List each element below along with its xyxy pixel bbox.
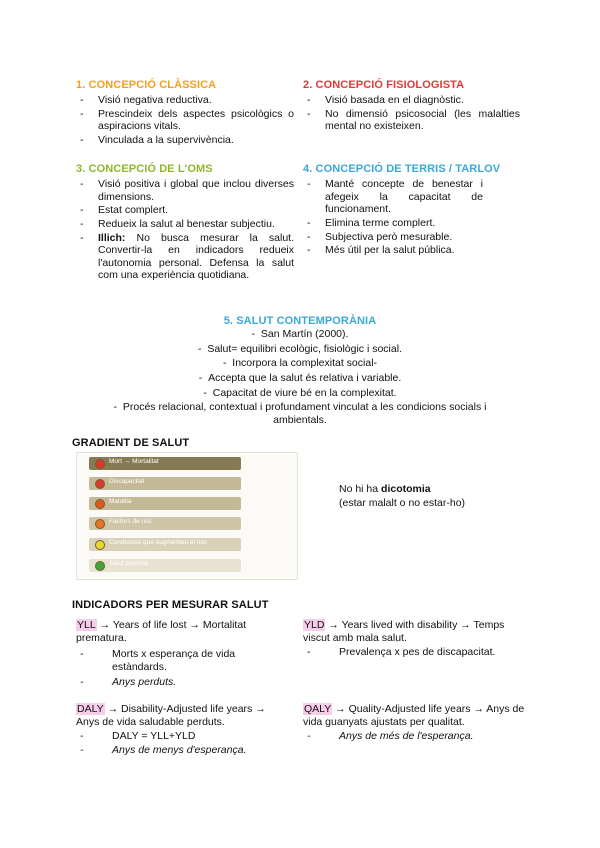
orange-dot-icon — [95, 499, 105, 509]
bullet-list — [76, 94, 294, 146]
indicator-definition: YLD → Years lived with disability → Temps viscut amb mala salut. — [303, 619, 505, 644]
list-item: - Més útil per la salut pública. — [303, 244, 483, 257]
list-item: - Elimina terme complert. — [303, 217, 483, 230]
list-item: - Morts x esperança de vida estàndards. — [76, 648, 288, 673]
bullet-list — [303, 730, 525, 743]
abbr-badge: YLL — [77, 619, 96, 631]
section-title: 3. CONCEPCIÓ DE L'OMS — [76, 163, 213, 175]
bullet-list — [303, 646, 523, 659]
section-concepcio-classica — [76, 79, 294, 148]
bullet-list — [76, 730, 288, 756]
list-item: - Estat complert. — [76, 204, 294, 217]
gradient-bar-factors-risc: Factors de risc — [89, 517, 241, 530]
list-item: - Prevalença x pes de discapacitat. — [303, 646, 523, 659]
dicotomia-line: No hi ha dicotomia — [339, 483, 431, 495]
list-item: - Incorpora la complexitat social- — [222, 357, 378, 370]
indicators-title: INDICADORS PER MESURAR SALUT — [72, 599, 269, 611]
green-dot-icon — [95, 561, 105, 571]
list-item: - Capacitat de viure bé en la complexitat. — [203, 386, 397, 399]
section-title: 2. CONCEPCIÓ FISIOLOGISTA — [303, 79, 465, 91]
list-item — [76, 232, 294, 282]
list-item: - Manté concepte de benestar i afegeix la capacitat de funcionament. — [303, 178, 483, 216]
list-item: - Visió basada en el diagnòstic. — [303, 94, 520, 107]
section-concepcio-terris-tarlov — [303, 163, 501, 258]
bullet-list — [303, 94, 520, 133]
bullet-list — [76, 648, 288, 689]
illich-text: No busca mesurar la salut. Convertir-la en indicadors redueix l'autonomia personal. Defensa la salut com una experiència quotidiana. — [98, 231, 294, 282]
list-item: - Visió positiva i global que inclou diverses dimensions. — [76, 178, 294, 203]
list-item: - Salut= equilibri ecològic, fisiològic i social. — [198, 342, 402, 355]
list-item: - Prescindeix dels aspectes psicològics o aspiracions vitals. — [76, 108, 294, 133]
list-item: - Accepta que la salut és relativa i variable. — [198, 371, 402, 384]
bullet-list — [76, 178, 294, 282]
list-item: - Procés relacional, contextual i profundament vinculat a les condicions socials i ambientals. — [113, 401, 487, 426]
indicator-definition: DALY → Disability-Adjusted life years → Anys de vida saludable perduts. — [76, 703, 266, 728]
gradient-bar-condicions: Condicions que augmenten el risc — [89, 538, 241, 551]
section-title: 4. CONCEPCIÓ DE TERRIS / TARLOV — [303, 163, 501, 175]
yellow-dot-icon — [95, 540, 105, 550]
list-item: - DALY = YLL+YLD — [76, 730, 288, 743]
section-title: 5. SALUT CONTEMPORÀNIA — [223, 315, 377, 327]
list-item: - Anys de menys d'esperança. — [76, 744, 288, 757]
indicator-yld — [303, 619, 523, 660]
list-item: - Anys perduts. — [76, 676, 288, 689]
dicotomia-word: dicotomia — [381, 483, 431, 495]
list-item: - Subjectiva però mesurable. — [303, 231, 483, 244]
abbr-badge: DALY — [77, 703, 104, 715]
list-item: - Visió negativa reductiva. — [76, 94, 294, 107]
abbr-badge: YLD — [304, 619, 325, 631]
gradient-bar-mort: Mort → Mortalitat — [89, 457, 241, 470]
indicator-definition: YLL → Years of life lost → Mortalitat prematura. — [76, 619, 247, 644]
illich-label: Illich: — [98, 231, 126, 244]
gradient-note — [339, 482, 465, 510]
gradient-bar-discapacitat: Discapacitat — [89, 477, 241, 490]
section-concepcio-oms — [76, 163, 294, 283]
list-item: - San Martín (2000). — [251, 328, 349, 341]
indicator-yll — [76, 619, 288, 690]
red-dot-icon — [95, 479, 105, 489]
section-concepcio-fisiologista — [303, 79, 520, 134]
list-item: - No dimensió psicosocial (les malalties mental no existeixen. — [303, 108, 520, 133]
orange-dot-icon — [95, 519, 105, 529]
gradient-bar-malaltia: Malaltia — [89, 497, 241, 510]
red-dot-icon — [95, 459, 105, 469]
bullet-list — [303, 178, 483, 257]
dicotomia-sub: (estar malalt o no estar-ho) — [339, 497, 466, 510]
list-item: - Redueix la salut al benestar subjectiu. — [76, 218, 294, 231]
section-title: 1. CONCEPCIÓ CLÀSSICA — [76, 79, 217, 91]
list-item: - Anys de més de l'esperança. — [303, 730, 525, 743]
gradient-title: GRADIENT DE SALUT — [72, 437, 190, 449]
list-item: - Vinculada a la supervivència. — [76, 134, 294, 147]
indicator-daly — [76, 703, 288, 757]
abbr-badge: QALY — [304, 703, 332, 715]
section-salut-contemporania — [80, 315, 520, 426]
gradient-bar-salut-positiva: Salut positiva — [89, 559, 241, 572]
indicator-qaly — [303, 703, 525, 744]
gradient-diagram — [76, 452, 298, 580]
indicator-definition: QALY → Quality-Adjusted life years → Anys de vida guanyats ajustats per qualitat. — [303, 703, 525, 728]
